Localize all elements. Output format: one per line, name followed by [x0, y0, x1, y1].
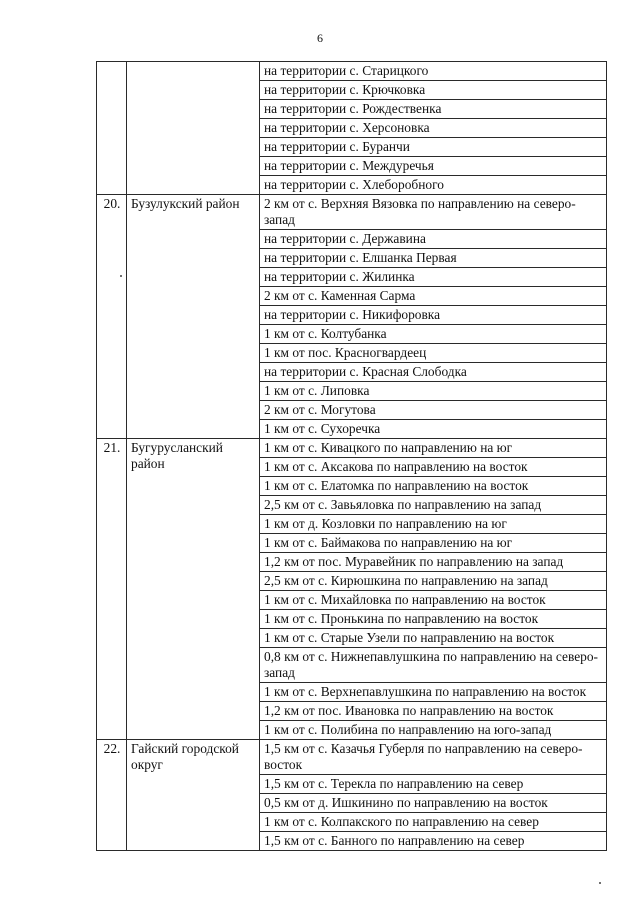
location-cell: 1 км от с. Аксакова по направлению на восток	[260, 458, 607, 477]
location-cell: 1 км от д. Козловки по направлению на юг	[260, 515, 607, 534]
row-number: 21.	[97, 439, 127, 740]
scan-speck	[120, 275, 122, 277]
location-cell: 1 км от с. Сухоречка	[260, 420, 607, 439]
location-cell: 1 км от с. Полибина по направлению на юго-запад	[260, 721, 607, 740]
location-cell: 1 км от с. Старые Узели по направлению на восток	[260, 629, 607, 648]
location-cell: на территории с. Никифоровка	[260, 306, 607, 325]
table-row	[97, 195, 607, 230]
location-cell: 0,8 км от с. Нижнепавлушкина по направлению на северо-запад	[260, 648, 607, 683]
location-cell: 2,5 км от с. Завьяловка по направлению на запад	[260, 496, 607, 515]
location-cell: 2 км от с. Каменная Сарма	[260, 287, 607, 306]
district-name: Бугурусланский район	[127, 439, 260, 740]
location-cell: на территории с. Хлеборобного	[260, 176, 607, 195]
page-number: 6	[317, 31, 323, 45]
location-cell: на территории с. Буранчи	[260, 138, 607, 157]
location-cell: 1 км от с. Верхнепавлушкина по направлению на восток	[260, 683, 607, 702]
scan-speck	[599, 882, 601, 884]
location-cell: на территории с. Крючковка	[260, 81, 607, 100]
location-cell: 2 км от с. Верхняя Вязовка по направлению на северо-запад	[260, 195, 607, 230]
location-cell: 1,2 км от пос. Ивановка по направлению на восток	[260, 702, 607, 721]
district-name: Гайский городской округ	[127, 740, 260, 851]
district-name	[127, 62, 260, 195]
row-number: 20.	[97, 195, 127, 439]
location-cell: 1,2 км от пос. Муравейник по направлению на запад	[260, 553, 607, 572]
location-cell: на территории с. Елшанка Первая	[260, 249, 607, 268]
locations-table	[96, 61, 607, 851]
location-cell: 1,5 км от с. Банного по направлению на север	[260, 832, 607, 851]
location-cell: 1 км от с. Колтубанка	[260, 325, 607, 344]
location-cell: 1 км от с. Михайловка по направлению на восток	[260, 591, 607, 610]
table-row	[97, 740, 607, 775]
location-cell: 1 км от с. Баймакова по направлению на юг	[260, 534, 607, 553]
row-number	[97, 62, 127, 195]
table-row	[97, 439, 607, 458]
district-name: Бузулукский район	[127, 195, 260, 439]
location-cell: 1 км от с. Пронькина по направлению на восток	[260, 610, 607, 629]
location-cell: 1 км от с. Липовка	[260, 382, 607, 401]
location-cell: 1 км от с. Кивацкого по направлению на юг	[260, 439, 607, 458]
row-number: 22.	[97, 740, 127, 851]
location-cell: на территории с. Междуречья	[260, 157, 607, 176]
location-cell: на территории с. Красная Слободка	[260, 363, 607, 382]
location-cell: 2 км от с. Могутова	[260, 401, 607, 420]
location-cell: на территории с. Старицкого	[260, 62, 607, 81]
location-cell: на территории с. Жилинка	[260, 268, 607, 287]
location-cell: 1,5 км от с. Терекла по направлению на север	[260, 775, 607, 794]
table-body	[97, 62, 607, 851]
table-row	[97, 62, 607, 81]
location-cell: 0,5 км от д. Ишкинино по направлению на восток	[260, 794, 607, 813]
location-cell: 1 км от пос. Красногвардеец	[260, 344, 607, 363]
location-cell: на территории с. Рождественка	[260, 100, 607, 119]
location-cell: 2,5 км от с. Кирюшкина по направлению на запад	[260, 572, 607, 591]
location-cell: 1 км от с. Колпакского по направлению на север	[260, 813, 607, 832]
location-cell: на территории с. Державина	[260, 230, 607, 249]
location-cell: 1 км от с. Елатомка по направлению на восток	[260, 477, 607, 496]
location-cell: 1,5 км от с. Казачья Губерля по направлению на северо-восток	[260, 740, 607, 775]
location-cell: на территории с. Херсоновка	[260, 119, 607, 138]
